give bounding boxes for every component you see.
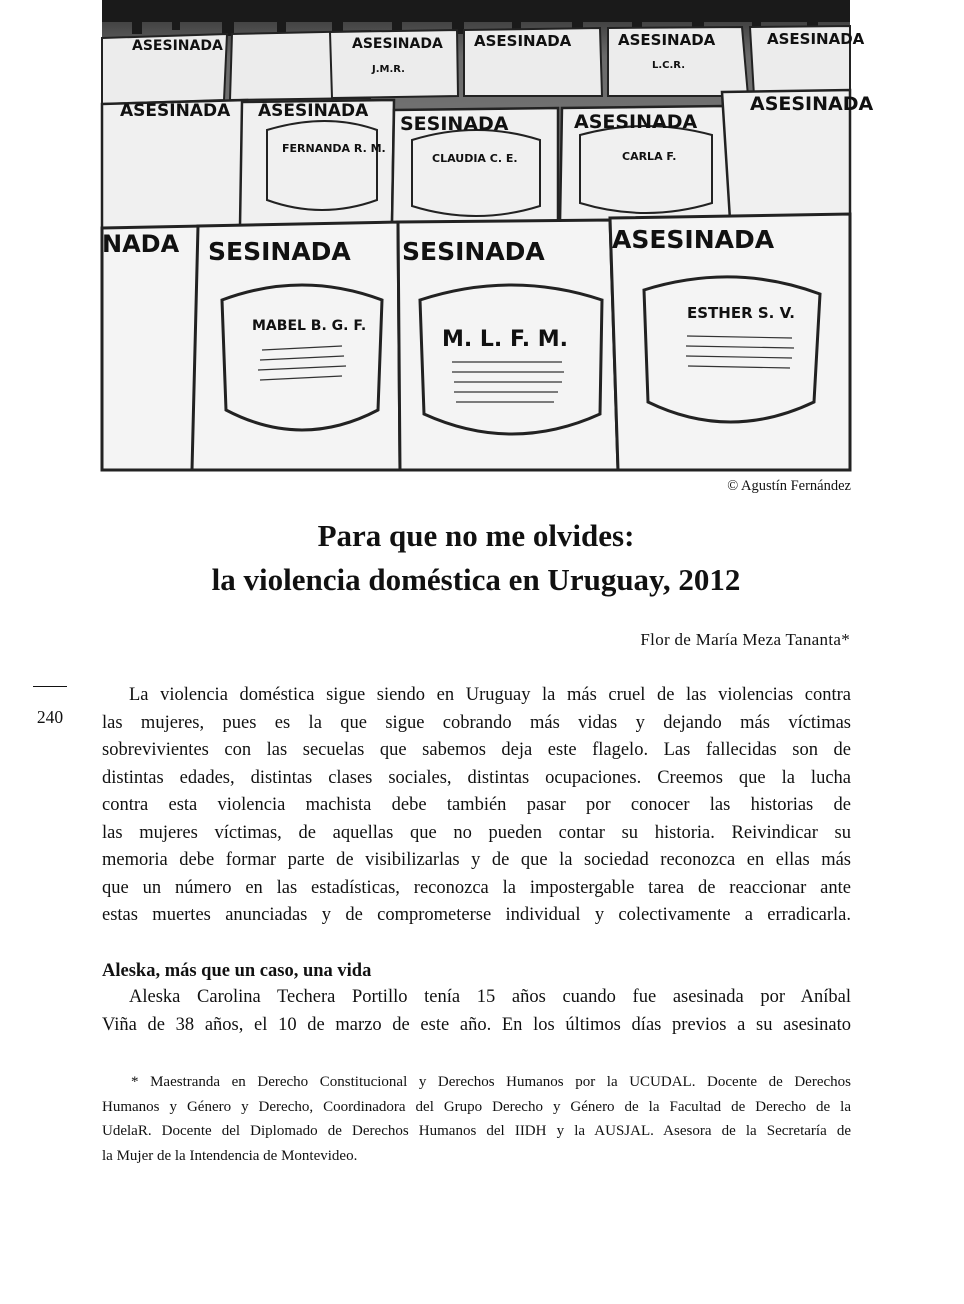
paragraph-line: estas muertes anunciadas y de comprometerse individual y colectivamente a erradicarla.: [102, 905, 851, 925]
svg-text:ASESINADA: ASESINADA: [132, 38, 223, 54]
title-line: Para que no me olvides:: [317, 518, 635, 553]
card-name: CLAUDIA C. E.: [432, 152, 518, 165]
page-number: [33, 688, 67, 728]
card-name: MABEL B. G. F.: [252, 318, 367, 334]
paragraph-line: distintas edades, distintas clases sociales, distintas ocupaciones. Creemos que la lucha: [102, 767, 851, 788]
article-photo: [102, 0, 874, 470]
svg-text:ASESINADA: ASESINADA: [618, 31, 716, 49]
svg-text:ASESINADA: ASESINADA: [750, 93, 874, 115]
page-number-rule: [33, 686, 67, 687]
card-name: CARLA F.: [622, 150, 677, 163]
paragraph-line: las mujeres, pues es la que sigue cobrando más vidas y dejando más víctimas: [102, 712, 851, 733]
svg-text:SESINADA: SESINADA: [400, 113, 509, 135]
svg-text:ASESINADA: ASESINADA: [120, 101, 231, 121]
article-author: Flor de María Meza Tananta*: [640, 630, 850, 649]
paragraph-line: La violencia doméstica sigue siendo en Uruguay la más cruel de las violencias contra: [129, 685, 851, 705]
card-name: L.C.R.: [652, 60, 685, 71]
paragraph-line: Aleska Carolina Techera Portillo tenía 15 años cuando fue asesinada por Aníbal: [129, 987, 851, 1007]
page-number-text: 240: [36, 707, 64, 727]
svg-text:ASESINADA: ASESINADA: [767, 30, 865, 48]
paragraph-line: las mujeres víctimas, de aquellas que no pueden contar su historia. Reivindicar su: [102, 822, 851, 843]
paragraph-line: contra esta violencia machista debe también pasar por conocer las historias de: [102, 795, 851, 815]
title-line: la violencia doméstica en Uruguay, 2012: [211, 562, 741, 597]
card-name: ESTHER S. V.: [687, 304, 795, 322]
svg-text:SESINADA: SESINADA: [402, 237, 545, 266]
card-name: M. L. F. M.: [442, 327, 569, 352]
svg-text:ASESINADA: ASESINADA: [258, 101, 369, 121]
paragraph-line: Viña de 38 años, el 10 de marzo de este año. En los últimos días previos a su asesinato: [102, 1014, 851, 1035]
footnote-line: * Maestranda en Derecho Constitucional y Derechos Humanos por la UCUDAL. Docente de Derechos: [131, 1074, 851, 1090]
photo-credit: © Agustín Fernández: [727, 478, 851, 494]
svg-text:ASESINADA: ASESINADA: [612, 225, 775, 254]
svg-text:ASESINADA: ASESINADA: [574, 111, 698, 133]
footnote-line: Humanos y Género y Derecho, Coordinadora del Grupo Derecho y Género de la Facultad de Derecho de la: [102, 1098, 851, 1115]
svg-text:ASESINADA: ASESINADA: [474, 32, 572, 50]
footnote-line: UdelaR. Docente del Diplomado de Derechos Humanos del IIDH y la AUSJAL. Asesora de la Secretaría de: [102, 1123, 851, 1139]
svg-text:NADA: NADA: [102, 230, 180, 258]
card-name: FERNANDA R. M.: [282, 142, 386, 155]
card-name: J.M.R.: [372, 64, 405, 75]
article-title: [102, 514, 850, 602]
svg-text:ASESINADA: ASESINADA: [352, 36, 443, 52]
paragraph-line: que un número en las estadísticas, reconozca la impostergable tarea de reaccionar ante: [102, 877, 851, 898]
paragraph-line: memoria debe formar parte de visibilizarlas y de que la sociedad reconozca en ellas más: [102, 850, 851, 870]
footnote-line: la Mujer de la Intendencia de Montevideo.: [102, 1147, 358, 1164]
svg-text:SESINADA: SESINADA: [208, 237, 351, 266]
section-subheading: Aleska, más que un caso, una vida: [102, 961, 372, 981]
paragraph-line: sobrevivientes con las secuelas que sabemos deja este flagelo. Las fallecidas son de: [102, 740, 851, 760]
